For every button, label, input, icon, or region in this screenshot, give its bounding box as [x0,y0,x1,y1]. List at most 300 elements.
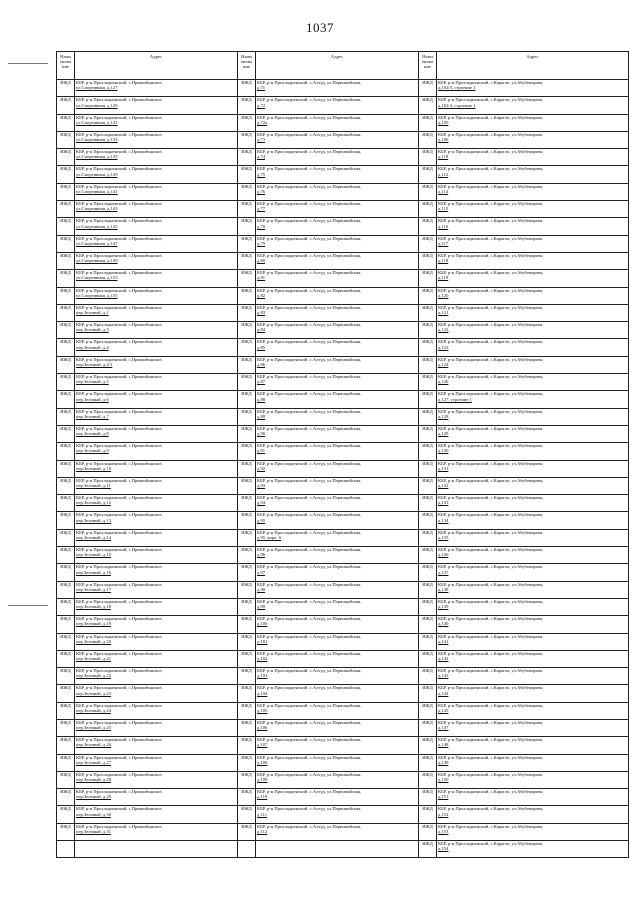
address-line-2: д.96 [257,552,266,558]
table-row [57,512,629,529]
cell-address [75,789,238,806]
address-line-1: КБР, р-н Прохладненский, с.Карагач, ул.Абубекирова, [438,512,544,518]
cell-type: ИЖД [419,806,437,823]
cell-type: ИЖД [238,633,256,650]
cell-address [75,616,238,633]
table-row [57,668,629,685]
cell-address [256,201,419,218]
table-row [57,460,629,477]
address-line-1: КБР, р-н Прохладненский, с.Пришибинское, [76,598,163,604]
address-line-2: д.150 [438,777,449,783]
cell-type: ИЖД [238,650,256,667]
address-line-1: КБР, р-н Прохладненский, с.Алтуд, ул.Первомайская, [257,425,362,431]
cell-address [256,806,419,823]
address-line-2: д.105 [438,119,449,125]
cell-type: ИЖД [419,512,437,529]
address-line-1: КБР, р-н Прохладненский, с.Карагач, ул.Абубекирова, [438,789,544,795]
address-line-2: д.87 [257,379,266,385]
address-line-2: ул.Спортивная, д.143 [76,206,118,212]
address-line-1: КБР, р-н Прохладненский, с.Алтуд, ул.Первомайская, [257,201,362,207]
address-line-2: пер.Зеленый, д.26 [76,742,111,748]
cell-type: ИЖД [419,685,437,702]
cell-address [437,97,629,114]
cell-type: ИЖД [238,356,256,373]
address-line-2: пер.Зеленый, д.5 [76,379,109,385]
cell-type: ИЖД [57,460,75,477]
cell-type: ИЖД [57,201,75,218]
cell-type: ИЖД [419,460,437,477]
cell-type: ИЖД [57,616,75,633]
cell-type: ИЖД [419,218,437,235]
address-line-2: д.112 [257,828,268,834]
address-line-2: д.124 [438,361,449,367]
address-line-2: пер.Зеленый, д.9 [76,448,109,454]
address-line-1: КБР, р-н Прохладненский, с.Алтуд, ул.Первомайская, [257,823,362,829]
cell-type: ИЖД [238,114,256,131]
address-line-1: КБР, р-н Прохладненский, с.Пришибинское, [76,149,163,155]
address-line-2: пер.Зеленый, д.13 [76,517,111,523]
address-line-2: д.71 [257,85,266,91]
cell-type: ИЖД [57,564,75,581]
cell-address [75,270,238,287]
address-line-2: д.100 [257,621,268,627]
cell-type: ИЖД [238,702,256,719]
cell-type: ИЖД [57,149,75,166]
address-line-1: КБР, р-н Прохладненский, с.Алтуд, ул.Первомайская, [257,443,362,449]
address-line-2: д.115 [438,206,449,212]
address-line-2: д.85 [257,344,266,350]
address-line-1: КБР, р-н Прохладненский, с.Карагач, ул.Абубекирова, [438,408,544,414]
address-line-2: д.89 [257,413,266,419]
cell-address [256,408,419,425]
address-line-1: КБР, р-н Прохладненский, с.Алтуд, ул.Первомайская, [257,702,362,708]
cell-address [75,201,238,218]
address-line-2: д.137 [438,569,449,575]
cell-address [437,443,629,460]
address-line-1: КБР, р-н Прохладненский, с.Алтуд, ул.Первомайская, [257,114,362,120]
table-row [57,719,629,736]
address-line-2: д.140 [438,621,449,627]
table-row [57,270,629,287]
cell-address [256,685,419,702]
address-line-1: КБР, р-н Прохладненский, с.Карагач, ул.Абубекирова, [438,806,544,812]
cell-address [437,512,629,529]
address-line-2: д.144 [438,690,449,696]
table-row [57,166,629,183]
cell-address [437,823,629,840]
address-line-1: КБР, р-н Прохладненский, с.Карагач, ул.Абубекирова, [438,339,544,345]
cell-address [437,477,629,494]
address-line-1: КБР, р-н Прохладненский, с.Пришибинское, [76,512,163,518]
cell-type: ИЖД [57,183,75,200]
cell-type: ИЖД [238,668,256,685]
cell-address [437,633,629,650]
cell-type: ИЖД [419,408,437,425]
address-line-1: КБР, р-н Прохладненский, с.Пришибинское, [76,166,163,172]
table-row [57,754,629,771]
address-line-2: д.112 [438,171,449,177]
address-line-1: КБР, р-н Прохладненский, с.Алтуд, ул.Первомайская, [257,719,362,725]
address-line-2: д.80 [257,258,266,264]
cell-type [238,841,256,858]
address-line-1: КБР, р-н Прохладненский, с.Карагач, ул.Абубекирова, [438,166,544,172]
address-line-1: КБР, р-н Прохладненский, с.Алтуд, ул.Первомайская, [257,771,362,777]
address-line-1: КБР, р-н Прохладненский, с.Карагач, ул.Абубекирова, [438,598,544,604]
address-line-2: д.94 [257,500,266,506]
cell-type: ИЖД [238,235,256,252]
cell-type: ИЖД [238,374,256,391]
address-line-1: КБР, р-н Прохладненский, с.Алтуд, ул.Первомайская, [257,374,362,380]
address-line-1: КБР, р-н Прохладненский, с.Алтуд, ул.Первомайская, [257,391,362,397]
address-line-1: КБР, р-н Прохладненский, с.Карагач, ул.Абубекирова, [438,702,544,708]
cell-type: ИЖД [419,356,437,373]
address-line-1: КБР, р-н Прохладненский, с.Алтуд, ул.Первомайская, [257,166,362,172]
address-line-2: пер.Зеленый, д.1 [76,310,109,316]
address-line-1: КБР, р-н Прохладненский, с.Пришибинское, [76,460,163,466]
address-line-1: КБР, р-н Прохладненский, с.Пришибинское, [76,581,163,587]
cell-address [256,668,419,685]
address-line-1: КБР, р-н Прохладненский, с.Карагач, ул.Абубекирова, [438,131,544,137]
cell-type: ИЖД [419,374,437,391]
address-line-1: КБР, р-н Прохладненский, с.Алтуд, ул.Первомайская, [257,598,362,604]
address-line-1: КБР, р-н Прохладненский, с.Пришибинское, [76,339,163,345]
address-line-2: д.105 [257,707,268,713]
cell-address [256,374,419,391]
cell-type: ИЖД [419,339,437,356]
cell-type: ИЖД [238,201,256,218]
address-line-1: КБР, р-н Прохладненский, с.Карагач, ул.Абубекирова, [438,183,544,189]
address-line-2: ул.Спортивная, д.127 [76,85,118,91]
cell-address [256,702,419,719]
address-line-1: КБР, р-н Прохладненский, с.Карагач, ул.Абубекирова, [438,201,544,207]
address-line-2: пер.Зеленый, д.4/1 [76,361,113,367]
address-line-2: ул.Спортивная, д.153 [76,275,118,281]
address-line-2: д.145 [438,707,449,713]
table-row [57,252,629,269]
cell-type: ИЖД [238,495,256,512]
address-line-2: д.149 [438,759,449,765]
cell-type: ИЖД [57,512,75,529]
address-line-1: КБР, р-н Прохладненский, с.Пришибинское, [76,443,163,449]
table-row [57,149,629,166]
address-line-1: КБР, р-н Прохладненский, с.Пришибинское, [76,356,163,362]
address-line-1: КБР, р-н Прохладненский, с.Алтуд, ул.Первомайская, [257,512,362,518]
address-line-2: пер.Зеленый, д.24 [76,707,111,713]
cell-type: ИЖД [238,685,256,702]
cell-type: ИЖД [238,408,256,425]
cell-type: ИЖД [238,270,256,287]
address-line-1: КБР, р-н Прохладненский, с.Пришибинское, [76,668,163,674]
cell-address [75,287,238,304]
cell-address [75,374,238,391]
address-line-1: КБР, р-н Прохладненский, с.Карагач, ул.Абубекирова, [438,425,544,431]
cell-address [437,149,629,166]
address-line-2: д.79 [257,240,266,246]
cell-type: ИЖД [419,391,437,408]
address-line-2: пер.Зеленый, д.16 [76,569,111,575]
cell-address [75,235,238,252]
cell-type: ИЖД [419,771,437,788]
address-line-1: КБР, р-н Прохладненский, с.Пришибинское, [76,754,163,760]
cell-type: ИЖД [238,564,256,581]
address-line-2: д.141 [438,638,449,644]
cell-type: ИЖД [238,339,256,356]
address-line-1: КБР, р-н Прохладненский, с.Карагач, ул.Абубекирова, [438,477,544,483]
address-line-1: КБР, р-н Прохладненский, с.Карагач, ул.Абубекирова, [438,529,544,535]
cell-type: ИЖД [57,598,75,615]
margin-mark [8,605,48,606]
address-line-1: КБР, р-н Прохладненский, с.Алтуд, ул.Первомайская, [257,460,362,466]
address-line-1: КБР, р-н Прохладненский, с.Алтуд, ул.Первомайская, [257,806,362,812]
address-line-1: КБР, р-н Прохладненский, с.Алтуд, ул.Первомайская, [257,529,362,535]
address-line-2: ул.Спортивная, д.131 [76,119,118,125]
table-row [57,235,629,252]
cell-address [75,512,238,529]
address-line-2: д.76 [257,188,266,194]
cell-address [256,771,419,788]
cell-address [75,547,238,564]
cell-type: ИЖД [57,529,75,546]
cell-address [75,668,238,685]
address-line-2: д.102 [257,656,268,661]
cell-address [437,252,629,269]
cell-type: ИЖД [238,166,256,183]
cell-type: ИЖД [238,252,256,269]
address-line-2: д.81 [257,275,266,281]
address-line-2: пер.Зеленый, д.18 [76,604,111,610]
address-line-2: д.129 [438,431,449,437]
table-row [57,183,629,200]
cell-type: ИЖД [238,97,256,114]
cell-address [437,598,629,615]
address-line-2: д.128 [438,413,449,419]
cell-address [437,287,629,304]
address-line-2: д.93 [257,483,266,489]
address-line-1: КБР, р-н Прохладненский, с.Алтуд, ул.Первомайская, [257,304,362,310]
address-line-2: пер.Зеленый, д.10 [76,465,111,471]
cell-type: ИЖД [238,322,256,339]
cell-address [256,564,419,581]
address-line-2: д.101 [257,638,268,644]
cell-address [256,754,419,771]
cell-type: ИЖД [238,391,256,408]
cell-address [256,425,419,442]
cell-address [75,97,238,114]
address-line-2: д.127, строение 1 [438,396,472,402]
cell-type: ИЖД [57,131,75,148]
table-row [57,495,629,512]
cell-type: ИЖД [238,80,256,97]
cell-type: ИЖД [57,97,75,114]
cell-type: ИЖД [238,823,256,840]
address-line-2: ул.Спортивная, д.139 [76,171,118,177]
table-row [57,806,629,823]
address-line-2: д.131 [438,465,449,471]
address-line-2: д.139 [438,604,449,610]
address-line-2: д.147 [438,725,449,731]
cell-type: ИЖД [238,806,256,823]
address-line-2: д.133 [438,500,449,506]
address-line-1: КБР, р-н Прохладненский, с.Алтуд, ул.Первомайская, [257,408,362,414]
address-line-2: д.95, корп. б [257,534,282,540]
address-line-1: КБР, р-н Прохладненский, с.Пришибинское, [76,287,163,293]
cell-address [437,339,629,356]
address-line-1: КБР, р-н Прохладненский, с.Карагач, ул.Абубекирова, [438,149,544,155]
cell-address [75,114,238,131]
table-row [57,391,629,408]
cell-address [437,806,629,823]
cell-type: ИЖД [57,114,75,131]
cell-type: ИЖД [238,616,256,633]
header-type: Наим енова ние [238,52,256,80]
cell-address [256,512,419,529]
address-line-1: КБР, р-н Прохладненский, с.Карагач, ул.Абубекирова, [438,823,544,829]
address-table [56,51,629,858]
address-line-2: ул.Спортивная, д.145 [76,223,118,229]
address-line-2: д.117 [438,240,449,246]
address-line-1: КБР, р-н Прохладненский, с.Алтуд, ул.Первомайская, [257,356,362,362]
cell-type: ИЖД [419,80,437,97]
cell-address [437,408,629,425]
cell-address [256,114,419,131]
address-table-container [56,51,628,865]
address-line-2: пер.Зеленый, д.7 [76,413,109,419]
cell-address [437,131,629,148]
address-line-2: д.106 [257,725,268,731]
address-line-1: КБР, р-н Прохладненский, с.Пришибинское, [76,114,163,120]
cell-address [256,460,419,477]
address-line-2: д.102/3, строение 1 [438,85,476,91]
address-line-2: д.151 [438,794,449,800]
cell-address [437,841,629,858]
address-line-2: пер.Зеленый, д.22 [76,673,111,679]
cell-type: ИЖД [57,339,75,356]
address-line-1: КБР, р-н Прохладненский, с.Карагач, ул.Абубекирова, [438,616,544,622]
address-line-1: КБР, р-н Прохладненский, с.Пришибинское, [76,183,163,189]
cell-type: ИЖД [57,356,75,373]
table-row [57,408,629,425]
header-address: Адрес [256,52,419,80]
cell-type: ИЖД [238,460,256,477]
address-line-1: КБР, р-н Прохладненский, с.Алтуд, ул.Первомайская, [257,270,362,276]
address-line-1: КБР, р-н Прохладненский, с.Алтуд, ул.Первомайская, [257,235,362,241]
cell-address [256,252,419,269]
address-line-1: КБР, р-н Прохладненский, с.Пришибинское, [76,374,163,380]
address-line-2: д.132 [438,483,449,489]
address-line-2: д.130 [438,448,449,454]
address-line-1: КБР, р-н Прохладненский, с.Карагач, ул.Абубекирова, [438,668,544,674]
address-line-2: д.72а [257,119,268,125]
cell-type: ИЖД [57,702,75,719]
cell-address [75,841,238,858]
cell-type: ИЖД [419,547,437,564]
address-line-1: КБР, р-н Прохладненский, с.Пришибинское, [76,564,163,570]
header-type: Наим енова ние [57,52,75,80]
address-line-2: д.92 [257,465,266,471]
cell-address [256,789,419,806]
cell-address [75,719,238,736]
cell-address [256,356,419,373]
address-line-2: пер.Зеленый, д.8 [76,431,109,437]
table-row [57,702,629,719]
cell-type: ИЖД [57,322,75,339]
address-line-1: КБР, р-н Прохладненский, с.Карагач, ул.Абубекирова, [438,374,544,380]
address-line-1: КБР, р-н Прохладненский, с.Пришибинское, [76,97,163,103]
cell-type: ИЖД [57,685,75,702]
cell-type: ИЖД [238,443,256,460]
cell-address [437,235,629,252]
cell-address [256,166,419,183]
address-line-2: д.154 [438,846,449,852]
cell-type: ИЖД [419,166,437,183]
address-line-2: ул.Спортивная, д.133 [76,137,118,143]
cell-type: ИЖД [238,547,256,564]
cell-address [256,737,419,754]
address-line-2: пер.Зеленый, д.28 [76,777,111,783]
cell-type: ИЖД [419,495,437,512]
cell-type: ИЖД [238,512,256,529]
table-row [57,598,629,615]
address-line-2: пер.Зеленый, д.4 [76,344,109,350]
address-line-2: ул.Спортивная, д.147 [76,240,118,246]
cell-type: ИЖД [419,201,437,218]
address-line-1: КБР, р-н Прохладненский, с.Карагач, ул.Абубекирова, [438,322,544,328]
cell-type: ИЖД [57,252,75,269]
cell-address [256,581,419,598]
cell-address [256,823,419,840]
address-line-1: КБР, р-н Прохладненский, с.Пришибинское, [76,806,163,812]
address-line-2: д.91 [257,448,266,454]
cell-type: ИЖД [57,287,75,304]
address-line-2: д.136 [438,552,449,558]
address-line-1: КБР, р-н Прохладненский, с.Карагач, ул.Абубекирова, [438,633,544,639]
cell-type: ИЖД [238,754,256,771]
cell-address [75,183,238,200]
cell-type: ИЖД [238,183,256,200]
address-line-2: пер.Зеленый, д.17 [76,586,111,592]
cell-address [437,374,629,391]
cell-address [256,633,419,650]
address-line-2: д.153 [438,828,449,834]
cell-address [75,460,238,477]
address-line-2: д.143 [438,673,449,679]
address-line-2: д.99 [257,604,266,610]
address-line-1: КБР, р-н Прохладненский, с.Пришибинское, [76,391,163,397]
address-line-1: КБР, р-н Прохладненский, с.Пришибинское, [76,235,163,241]
cell-type: ИЖД [238,598,256,615]
cell-type: ИЖД [57,754,75,771]
address-line-1: КБР, р-н Прохладненский, с.Алтуд, ул.Первомайская, [257,80,362,85]
address-line-1: КБР, р-н Прохладненский, с.Карагач, ул.Абубекирова, [438,270,544,276]
address-line-2: пер.Зеленый, д.20 [76,638,111,644]
address-line-2: д.75 [257,171,266,177]
table-row [57,581,629,598]
address-line-1: КБР, р-н Прохладненский, с.Карагач, ул.Абубекирова, [438,235,544,241]
address-line-2: д.126 [438,379,449,385]
header-type: Наим енова ние [419,52,437,80]
address-line-2: д.135 [438,534,449,540]
cell-address [75,443,238,460]
page-number: 1037 [306,20,334,35]
cell-address [75,322,238,339]
cell-type: ИЖД [419,114,437,131]
address-line-2: ул.Спортивная, д.135 [76,154,118,160]
address-line-1: КБР, р-н Прохладненский, с.Пришибинское, [76,131,163,137]
address-line-2: д.78 [257,223,266,229]
cell-type: ИЖД [238,304,256,321]
cell-address [256,495,419,512]
cell-address [437,270,629,287]
